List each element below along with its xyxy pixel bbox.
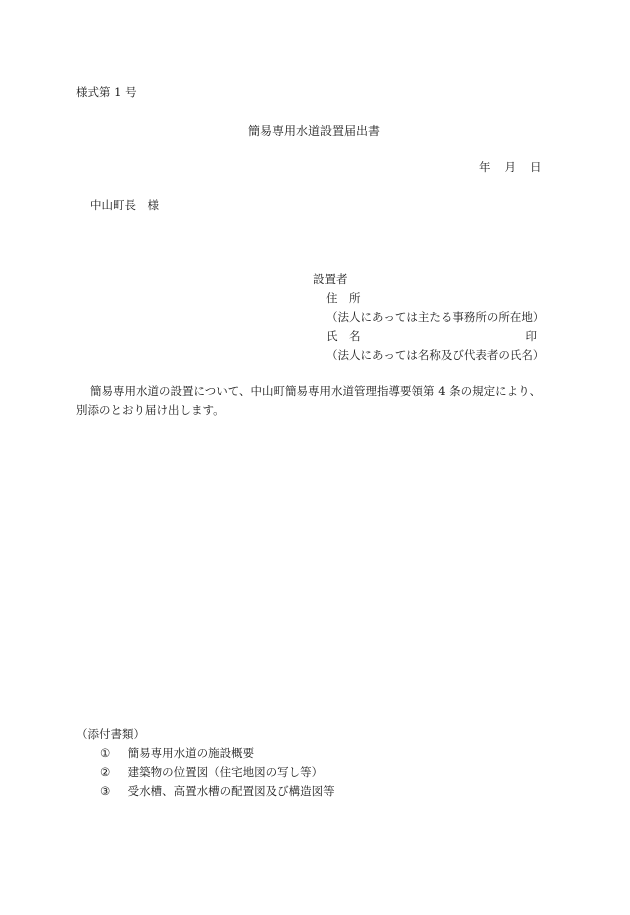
- address-label: 住 所: [326, 291, 361, 305]
- attachment-item: [76, 745, 335, 764]
- addressee: 中山町長 様: [90, 198, 159, 212]
- applicant-heading: 設置者: [313, 272, 348, 286]
- seal-mark: 印: [525, 329, 537, 343]
- date-month-label: 月: [504, 160, 516, 174]
- body-line-1: 簡易専用水道の設置について、中山町簡易専用水道管理指導要領第 4 条の規定により、: [90, 384, 542, 398]
- attachments-heading: （添付書類）: [76, 727, 145, 741]
- name-row: [313, 328, 553, 347]
- attachment-item: [76, 764, 335, 783]
- attachment-text: 受水槽、高置水槽の配置図及び構造図等: [127, 784, 335, 798]
- date-line: [479, 159, 542, 176]
- applicant-block: [313, 271, 553, 366]
- attachment-text: 簡易専用水道の施設概要: [127, 746, 255, 760]
- body-line-2: 別添のとおり届け出します。: [76, 403, 225, 417]
- attachment-number: ③: [100, 784, 111, 798]
- attachments-section: [76, 726, 335, 802]
- attachment-item: [76, 783, 335, 802]
- name-label: 氏 名: [326, 329, 361, 343]
- document-title: 簡易専用水道設置届出書: [248, 124, 381, 138]
- attachment-number: ②: [100, 765, 111, 779]
- attachment-number: ①: [100, 746, 111, 760]
- attachment-text: 建築物の位置図（住宅地図の写し等）: [127, 765, 324, 779]
- form-number: 様式第 1 号: [76, 85, 137, 99]
- date-day-label: 日: [530, 160, 542, 174]
- body-paragraph: [76, 382, 556, 420]
- date-year-label: 年: [479, 160, 491, 174]
- address-note: （法人にあっては主たる事務所の所在地）: [326, 310, 545, 324]
- name-note: （法人にあっては名称及び代表者の氏名）: [326, 348, 545, 362]
